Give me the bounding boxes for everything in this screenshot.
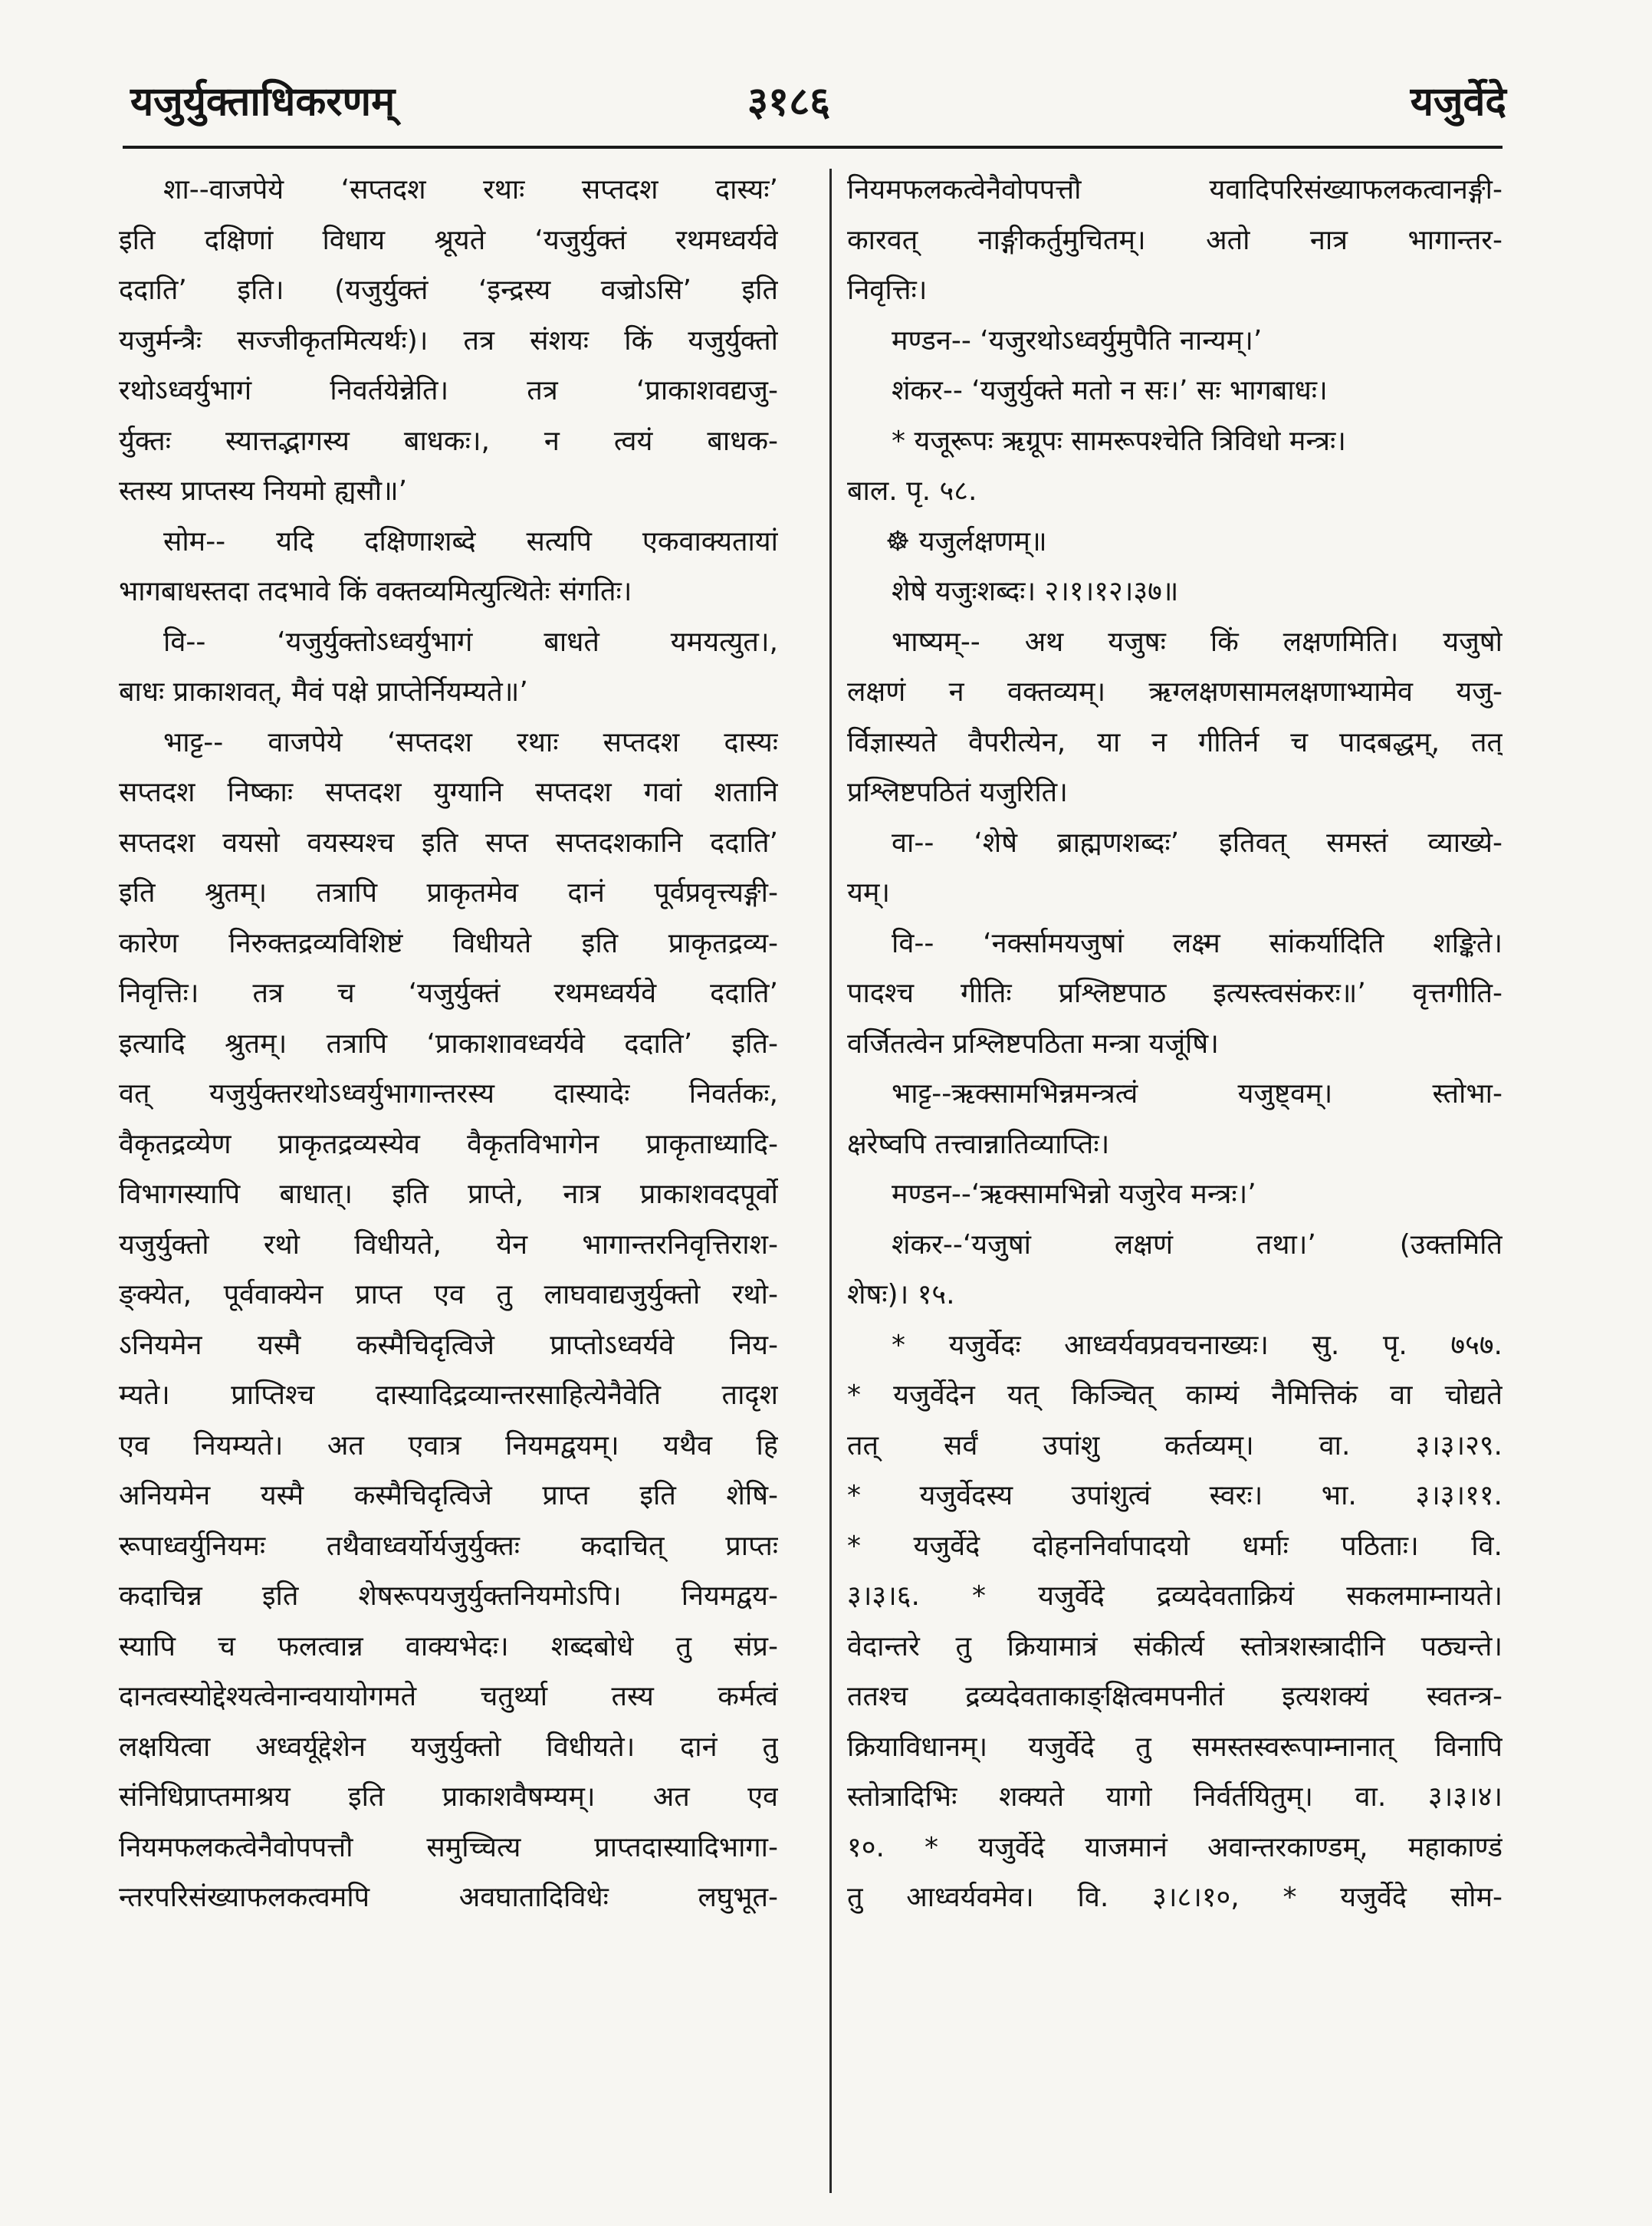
left-column-line: यजुर्युक्तो रथो विधीयते, येन भागान्तरनिवृत्तिराश- — [119, 1228, 778, 1261]
right-column-line: वेदान्तरे तु क्रियामात्रं संकीर्त्य स्तोत्रशस्त्रादीनि पठ्यन्ते। — [847, 1630, 1503, 1662]
right-column-line: कारवत् नाङ्गीकर्तुमुचितम्। अतो नात्र भागान्तर- — [847, 224, 1503, 256]
right-column-line: १०. * यजुर्वेदे याजमानं अवान्तरकाण्डम्, महाकाण्डं — [847, 1831, 1503, 1863]
right-column-line: र्विज्ञास्यते वैपरीत्येन, या न गीतिर्न च पादबद्धम्, तत् — [847, 726, 1503, 758]
left-column-line: इत्यादि श्रुतम्। तत्रापि ‘प्राकाशावध्वर्यवे ददाति’ इति- — [119, 1028, 778, 1060]
column-divider — [829, 169, 832, 2193]
left-column-line: नियमफलकत्वेनैवोपपत्तौ समुच्चित्य प्राप्तदास्यादिभागा- — [119, 1831, 778, 1863]
right-column-line: तु आध्वर्यवमेव। वि. ३।८।१०, * यजुर्वेदे सोम- — [847, 1882, 1503, 1913]
right-column-line: * यजुर्वेदेन यत् किञ्चित् काम्यं नैमित्तिकं वा चोद्यते — [847, 1379, 1503, 1411]
left-column-line: अनियमेन यस्मै कस्मैचिदृत्विजे प्राप्त इति शेषि- — [119, 1480, 778, 1511]
left-column-line: विभागस्यापि बाधात्। इति प्राप्ते, नात्र प्राकाशवदपूर्वो — [119, 1179, 778, 1210]
left-column-line: वत् यजुर्युक्तरथोऽध्वर्युभागान्तरस्य दास्यादेः निवर्तकः, — [119, 1078, 778, 1110]
left-column-line: रूपाध्वर्युनियमः तथैवाध्वर्योर्यजुर्युक्तः कदाचित् प्राप्तः — [119, 1530, 778, 1562]
left-column-line: स्यापि च फलत्वान्न वाक्यभेदः। शब्दबोधे तु संप्र- — [119, 1630, 778, 1662]
right-column-line: मण्डन--‘ऋक्सामभिन्नो यजुरेव मन्त्रः।’ — [892, 1179, 1256, 1210]
right-column-line: वा-- ‘शेषे ब्राह्मणशब्दः’ इतिवत् समस्तं व्याख्ये- — [892, 827, 1503, 859]
right-column-line: बाल. पृ. ५८. — [847, 475, 977, 507]
right-column — [847, 165, 1503, 1923]
left-column-line: स्तस्य प्राप्तस्य नियमो ह्यसौ॥’ — [119, 475, 408, 507]
right-column-line: * यजूरूपः ऋग्रूपः सामरूपश्चेति त्रिविधो मन्त्रः। — [892, 425, 1346, 457]
left-column-line: भागबाधस्तदा तदभावे किं वक्तव्यमित्युत्थितेः संगतिः। — [119, 576, 632, 607]
left-column-line: यजुर्मन्त्रैः सज्जीकृतमित्यर्थः)। तत्र संशयः किं यजुर्युक्तो — [119, 324, 778, 357]
left-column-line: ददाति’ इति। (यजुर्युक्तं ‘इन्द्रस्य वज्रोऽसि’ इति — [119, 275, 778, 306]
right-column-line: क्षरेष्वपि तत्त्वान्नातिव्याप्तिः। — [847, 1128, 1110, 1160]
right-column-line: * यजुर्वेदः आध्वर्यवप्रवचनाख्यः। सु. पृ. ७५७. — [892, 1329, 1503, 1361]
left-column-line: सोम-- यदि दक्षिणाशब्दे सत्यपि एकवाक्यतायां — [163, 525, 778, 557]
right-column-line: शेषः)। १५. — [847, 1279, 955, 1310]
right-column-line: शंकर-- ‘यजुर्युक्ते मतो न सः।’ सः भागबाधः। — [892, 375, 1328, 406]
running-head-right: यजुर्वेदे — [1410, 79, 1506, 125]
left-column-line: निवृत्तिः। तत्र च ‘यजुर्युक्तं रथमध्वर्यवे ददाति’ — [119, 978, 778, 1009]
right-column-line: लक्षणं न वक्तव्यम्। ऋग्लक्षणसामलक्षणाभ्यामेव यजु- — [847, 676, 1503, 708]
left-column-line: कारेण निरुक्तद्रव्यविशिष्टं विधीयते इति प्राकृतद्रव्य- — [119, 927, 778, 959]
right-column-line: नियमफलकत्वेनैवोपपत्तौ यवादिपरिसंख्याफलकत्वानङ्गी- — [847, 174, 1503, 206]
right-column-line: यम्। — [847, 877, 891, 909]
left-column-line: इति दक्षिणां विधाय श्रूयते ‘यजुर्युक्तं रथमध्वर्यवे — [119, 224, 778, 256]
right-column-line: क्रियाविधानम्। यजुर्वेदे तु समस्तस्वरूपाम्नानात् विनापि — [847, 1731, 1503, 1763]
left-column-line: सप्तदश वयसो वयस्यश्च इति सप्त सप्तदशकानि ददाति’ — [119, 827, 778, 859]
running-head-left: यजुर्युक्ताधिकरणम् — [130, 79, 396, 125]
left-column-line: न्तरपरिसंख्याफलकत्वमपि अवघातादिविधेः लघुभूत- — [119, 1882, 778, 1913]
left-column-line: ऽनियमेन यस्मै कस्मैचिदृत्विजे प्राप्तोऽध्वर्यवे निय- — [119, 1329, 778, 1361]
left-column-line: दानत्वस्योद्देश्यत्वेनान्वयायोगमते चतुर्थ्या तस्य कर्मत्वं — [119, 1681, 778, 1712]
right-column-line: भाट्ट--ऋक्सामभिन्नमन्त्रत्वं यजुष्ट्वम्। स्तोभा- — [892, 1078, 1503, 1110]
right-column-line: पादश्च गीतिः प्रश्लिष्टपाठ इत्यस्त्वसंकरः॥’ वृत्तगीति- — [847, 978, 1503, 1009]
right-column-line: प्रश्लिष्टपठितं यजुरिति। — [847, 777, 1068, 808]
header-rule — [123, 146, 1503, 149]
right-column-line: ततश्च द्रव्यदेवताकाङ्क्षित्वमपनीतं इत्यशक्यं स्वतन्त्र- — [847, 1681, 1503, 1712]
left-column-line: एव नियम्यते। अत एवात्र नियमद्वयम्। यथैव हि — [119, 1429, 778, 1462]
left-column-line: र्युक्तः स्यात्तद्भागस्य बाधकः।, न त्वयं बाधक- — [119, 425, 778, 457]
right-column-line: ३।३।६. * यजुर्वेदे द्रव्यदेवताक्रियं सकलमाम्नायते। — [847, 1580, 1503, 1612]
left-column-line: कदाचिन्न इति शेषरूपयजुर्युक्तनियमोऽपि। नियमद्वय- — [119, 1580, 778, 1612]
right-column-line: * यजुर्वेदे दोहननिर्वापादयो धर्माः पठिताः। वि. — [847, 1530, 1503, 1562]
right-column-line: भाष्यम्-- अथ यजुषः किं लक्षणमिति। यजुषो — [892, 626, 1503, 658]
right-column-line: मण्डन-- ‘यजुरथोऽध्वर्युमुपैति नान्यम्।’ — [892, 324, 1263, 357]
left-column-line: सप्तदश निष्काः सप्तदश युग्यानि सप्तदश गवां शतानि — [119, 777, 778, 808]
left-column-line: म्यते। प्राप्तिश्च दास्यादिद्रव्यान्तरसाहित्येनैवेति तादृश — [119, 1379, 778, 1411]
right-column-line: निवृत्तिः। — [847, 275, 928, 306]
left-column-line: रथोऽध्वर्युभागं निवर्तयेन्नेति। तत्र ‘प्राकाशवद्यजु- — [119, 375, 778, 406]
left-column-line: भाट्ट-- वाजपेये ‘सप्तदश रथाः सप्तदश दास्यः — [163, 726, 778, 758]
right-column-line: * यजुर्वेदस्य उपांशुत्वं स्वरः। भा. ३।३।११. — [847, 1480, 1503, 1511]
left-column — [119, 165, 778, 1923]
right-column-line: तत् सर्वं उपांशु कर्तव्यम्। वा. ३।३।२९. — [847, 1429, 1503, 1462]
page-number: ३१८६ — [747, 79, 831, 125]
right-column-line: स्तोत्रादिभिः शक्यते यागो निर्वर्तयितुम्। वा. ३।३।४। — [847, 1781, 1503, 1813]
left-column-line: लक्षयित्वा अध्वर्यूद्देशेन यजुर्युक्तो विधीयते। दानं तु — [119, 1731, 778, 1763]
left-column-line: बाधः प्राकाशवत्, मैवं पक्षे प्राप्तेर्नियम्यते॥’ — [119, 676, 528, 708]
right-column-line: शेषे यजुःशब्दः। २।१।१२।३७॥ — [892, 576, 1179, 607]
right-column-line: शंकर--‘यजुषां लक्षणं तथा।’ (उक्तमिति — [892, 1228, 1503, 1261]
left-column-line: वैकृतद्रव्येण प्राकृतद्रव्यस्येव वैकृतविभागेन प्राकृताध्यादि- — [119, 1128, 778, 1160]
left-column-line: शा--वाजपेये ‘सप्तदश रथाः सप्तदश दास्यः’ — [163, 174, 778, 206]
right-column-line: वर्जितत्वेन प्रश्लिष्टपठिता मन्त्रा यजूंषि। — [847, 1028, 1219, 1060]
left-column-line: ङ्क्येत, पूर्ववाक्येन प्राप्त एव तु लाघवाद्यजुर्युक्तो रथो- — [119, 1279, 778, 1310]
left-column-line: वि-- ‘यजुर्युक्तोऽध्वर्युभागं बाधते यमयत्युत।, — [163, 626, 778, 658]
left-column-line: इति श्रुतम्। तत्रापि प्राकृतमेव दानं पूर्वप्रवृत्त्यङ्गी- — [119, 877, 778, 909]
right-column-line: वि-- ‘नर्क्सामयजुषां लक्ष्म सांकर्यादिति शङ्किते। — [892, 927, 1503, 959]
right-column-line: ☸ यजुर्लक्षणम्॥ — [885, 525, 1047, 557]
left-column-line: संनिधिप्राप्तमाश्रय इति प्राकाशवैषम्यम्। अत एव — [119, 1781, 778, 1813]
